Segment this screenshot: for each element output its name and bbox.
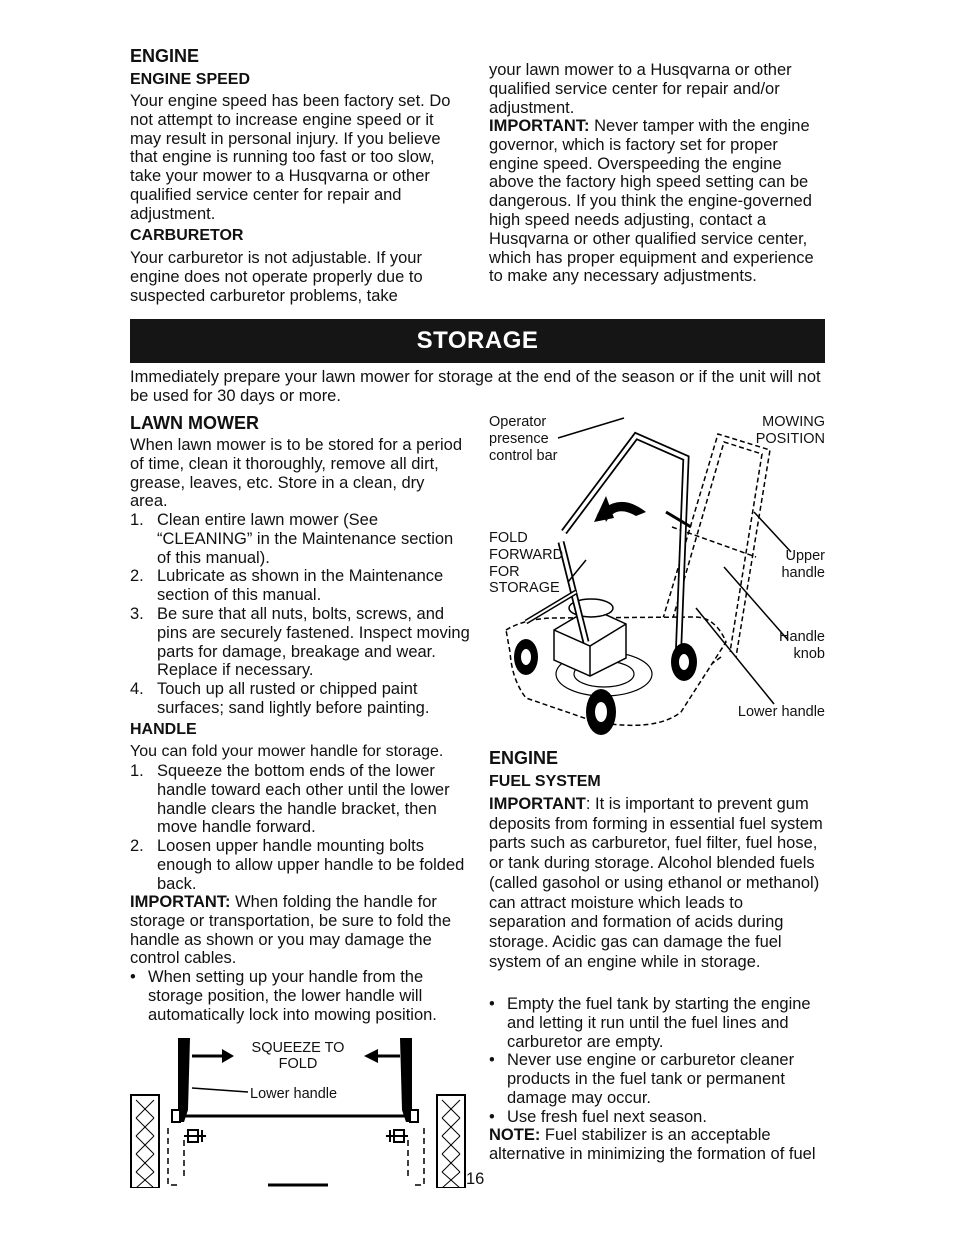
list-item: 1. Squeeze the bottom ends of the lower handle toward each other until the lower handle clears the handle bracket, then move handle forward. <box>130 762 450 837</box>
important-label: IMPORTANT: <box>489 117 590 135</box>
list-item: 2. Loosen upper handle mounting bolts enough to allow upper handle to be folded back. <box>130 837 465 893</box>
carburetor-heading: CARBURETOR <box>130 227 244 244</box>
storage-steps-list <box>130 511 470 718</box>
handle-heading: HANDLE <box>130 721 197 738</box>
lower-handle-label: Lower handle <box>737 704 825 720</box>
handle-text: You can fold your mower handle for storage. <box>130 743 444 760</box>
fuel-system-heading: FUEL SYSTEM <box>489 773 601 790</box>
right-wheel <box>437 1095 465 1188</box>
handle-brackets <box>168 1128 424 1185</box>
handle-important-text <box>130 893 468 968</box>
list-item: 4. Touch up all rusted or chipped paint surfaces; sand lightly before painting. <box>130 680 430 717</box>
list-item: • When setting up your handle from the storage position, the lower handle will automatically lock into mowing position. <box>130 968 437 1024</box>
list-item: 3. Be sure that all nuts, bolts, screws, and pins are securely fastened. Inspect moving parts for damage, breakage and wear. Replace if necessary. <box>130 604 470 680</box>
handle-bullet-list <box>130 968 465 1024</box>
operator-control-bar-label: Operator presence control bar <box>489 414 558 464</box>
handle-knob-label: Handle knob <box>779 629 825 662</box>
list-item: • Use fresh fuel next season. <box>489 1107 707 1126</box>
page-number: 16 <box>466 1170 485 1188</box>
fold-lower-handle-label: Lower handle <box>250 1086 338 1102</box>
lawn-mower-text: When lawn mower is to be stored for a period of time, clean it thoroughly, remove all dirt, grease, leaves, etc. Store in a clean, dry area. <box>130 436 462 511</box>
fold-forward-label: FOLD FORWARD FOR STORAGE <box>489 530 564 597</box>
engine-speed-text: Your engine speed has been factory set. Do not attempt to increase engine speed or it may result in personal injury. If you believe that engine is running too fast or too slow, take your mower to a Husqvarna or other qualified service center for repair and adjustment. <box>130 92 451 223</box>
important-body: Never tamper with the engine governor, which is factory set for proper engine speed. Overspeeding the engine above the factory high speed setting can be dangerous. If you think the engine-governed high speed needs adjusting, contact a Husqvarna or other qualified service center, which has proper equipment and experience to make any necessary adjustments. <box>489 117 814 286</box>
note-label: NOTE: <box>489 1126 541 1144</box>
storage-banner: STORAGE <box>130 319 825 363</box>
lawn-mower-heading: LAWN MOWER <box>130 413 259 433</box>
fuel-system-text <box>489 795 823 972</box>
handle-steps-list <box>130 762 470 894</box>
engine-speed-heading: ENGINE SPEED <box>130 71 251 88</box>
engine-storage-heading: ENGINE <box>489 748 559 768</box>
lower-handle-leader <box>192 1088 248 1092</box>
important-body: When folding the handle for storage or transportation, be sure to fold the handle as shown or you may damage the control cables. <box>130 893 452 968</box>
carburetor-text: Your carburetor is not adjustable. If your engine does not operate properly due to suspected carburetor problems, take <box>130 249 423 305</box>
important-label: IMPORTANT: <box>130 893 231 911</box>
carburetor-continued-text: your lawn mower to a Husqvarna or other qualified service center for repair and/or adjustment. <box>489 61 792 117</box>
engine-heading: ENGINE <box>130 46 200 66</box>
mowing-position-label: MOWING POSITION <box>755 414 825 447</box>
left-wheel <box>131 1095 159 1188</box>
fuel-bullets-list <box>489 995 823 1127</box>
upper-handle-label: Upper handle <box>781 548 825 581</box>
important-label: IMPORTANT <box>489 795 586 813</box>
mounting-bolts <box>184 1130 408 1142</box>
storage-intro: Immediately prepare your lawn mower for storage at the end of the season or if the unit will not be used for 30 days or more. <box>130 368 821 405</box>
list-item: • Never use engine or carburetor cleaner products in the fuel tank or permanent damage may occur. <box>489 1051 795 1107</box>
squeeze-to-fold-label: SQUEEZE TO FOLD <box>251 1040 345 1072</box>
list-item: 2. Lubricate as shown in the Maintenance section of this manual. <box>130 567 444 605</box>
fuel-note-text <box>489 1126 825 1164</box>
list-item: 1. Clean entire lawn mower (See “CLEANING” in the Maintenance section of this manual). <box>130 511 454 567</box>
important-body: : It is important to prevent gum deposits from forming in essential fuel system parts such as carburetor, fuel filter, fuel hose, or tank during storage. Alcohol blended fuels (called gasohol or using ethanol or methanol) can attract moisture which leads to separation and formation of acids during storage. Acidic gas can damage the fuel system of an engine while in storage. <box>489 795 823 971</box>
governor-important-text <box>489 117 823 286</box>
note-body: Fuel stabilizer is an acceptable alternative in minimizing the formation of fuel <box>489 1126 816 1163</box>
list-item: • Empty the fuel tank by starting the engine and letting it run until the fuel lines and carburetor are empty. <box>489 995 811 1051</box>
